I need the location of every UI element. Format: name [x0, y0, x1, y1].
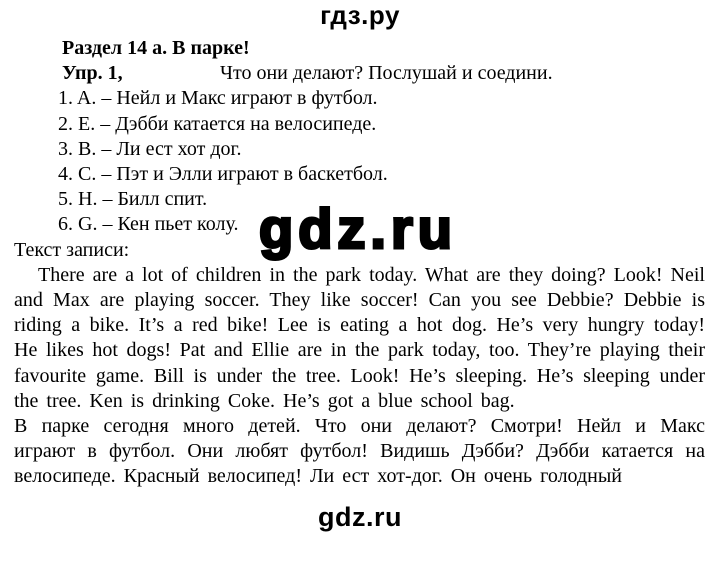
- answer-item-2: 2. E. – Дэбби катается на велосипеде.: [58, 112, 377, 135]
- site-footer-text: gdz.ru: [318, 501, 402, 532]
- exercise-number-label: Упр. 1,: [62, 62, 123, 85]
- section-title: Раздел 14 а. В парке!: [62, 37, 250, 59]
- transcript-english-paragraph: There are a lot of children in the park today. What are they doing? Look! Neil and Max are playing soccer. They like soccer! Can you see Debbie? Debbie is riding a bike. It’s a red bike! Lee is eating a hot dog. He’s very hungry today! He likes hot dogs! Pat and Ellie are in the park today, too. They’re playing their favourite game. Bill is under the tree. Look! He’s sleeping. He’s sleeping under the tree. Ken is drinking Coke. He’s got a blue school bag.: [14, 263, 705, 412]
- answer-item-4: 4. C. – Пэт и Элли играют в баскетбол.: [58, 163, 388, 186]
- site-logo-text: гдз.ру: [320, 0, 400, 30]
- transcript-label: Текст записи:: [14, 238, 130, 261]
- answer-item-6: 6. G. – Кен пьет колу.: [58, 213, 239, 236]
- exercise-task-text: Что они делают? Послушай и соедини.: [220, 62, 553, 85]
- translation-russian-paragraph: В парке сегодня много детей. Что они делают? Смотри! Нейл и Макс играют в футбол. Они любят футбол! Видишь Дэбби? Дэбби катается на велосипеде. Красный велосипед! Ли ест хот-дог. Он очень голодный: [14, 415, 705, 488]
- answer-item-5: 5. H. – Билл спит.: [58, 188, 208, 211]
- exercise-line: [14, 61, 705, 86]
- answer-item-1: 1. A. – Нейл и Макс играют в футбол.: [58, 87, 378, 110]
- gdz-watermark-text: gdz.ru: [259, 197, 457, 260]
- answer-item-3: 3. B. – Ли ест хот дог.: [58, 137, 242, 160]
